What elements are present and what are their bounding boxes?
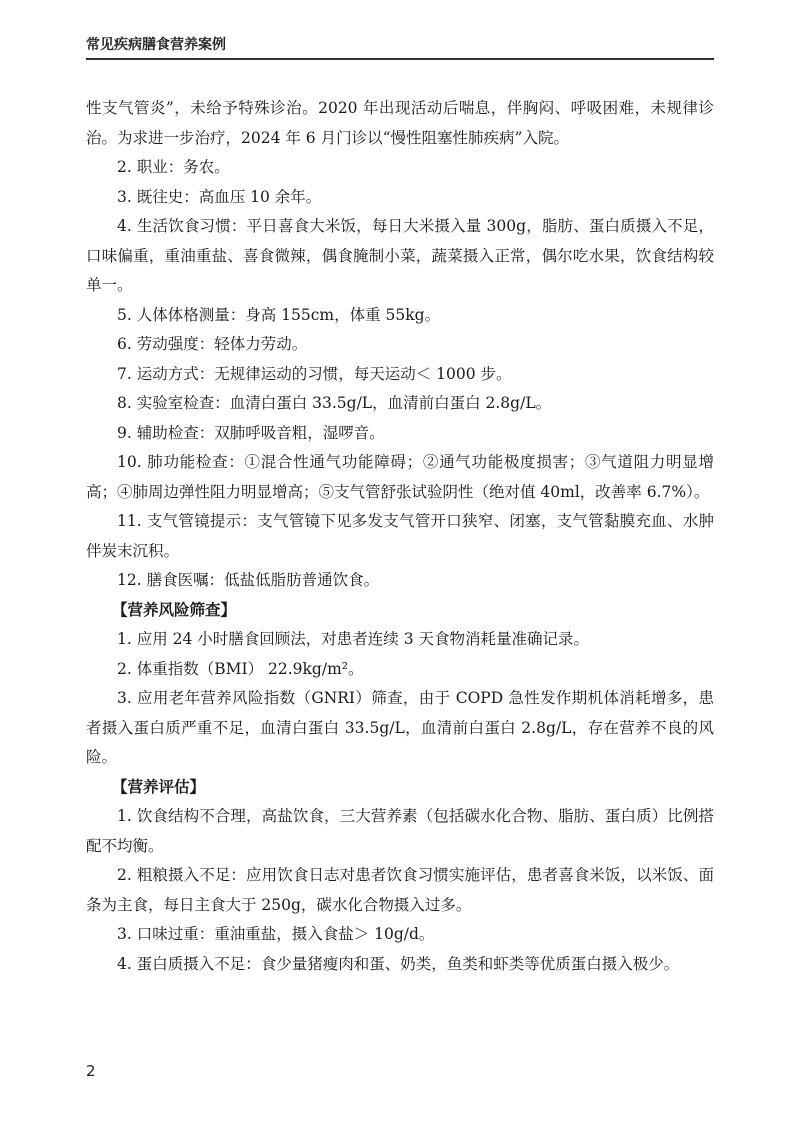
paragraph: 7. 运动方式：无规律运动的习惯，每天运动＜ 1000 步。 — [117, 364, 512, 383]
paragraph: 8. 实验室检查：血清白蛋白 33.5g/L，血清前白蛋白 2.8g/L。 — [117, 394, 552, 412]
paragraph: 10. 肺功能检查：①混合性通气功能障碍；②通气功能极度损害；③气道阻力明显增高；④肺周边弹性阻力明显增高；⑤支气管舒张试验阴性（绝对值 40ml，改善率 6.7%）。 — [86, 453, 714, 501]
page-body — [86, 94, 714, 979]
header-divider — [86, 58, 714, 60]
paragraph: 1. 应用 24 小时膳食回顾法，对患者连续 3 天食物消耗量准确记录。 — [117, 630, 590, 648]
paragraph: 1. 饮食结构不合理，高盐饮食，三大营养素（包括碳水化合物、脂肪、蛋白质）比例搭配不均衡。 — [86, 807, 714, 855]
paragraph: 性支气管炎”，未给予特殊诊治。2020 年出现活动后喘息，伴胸闷、呼吸困难，未规律诊治。为求进一步治疗，2024 年 6 月门诊以“慢性阻塞性肺疾病”入院。 — [86, 99, 714, 147]
paragraph: 2. 职业：务农。 — [117, 158, 230, 176]
section-heading: 【营养评估】 — [112, 777, 206, 796]
paragraph: 3. 口味过重：重油重盐，摄入食盐＞ 10g/d。 — [117, 925, 435, 943]
paragraph: 11. 支气管镜提示：支气管镜下见多发支气管开口狭窄、闭塞，支气管黏膜充血、水肿伴炭末沉积。 — [86, 512, 714, 560]
section-heading: 【营养风险筛查】 — [112, 600, 237, 619]
running-header: 常见疾病膳食营养案例 — [86, 37, 226, 53]
paragraph: 3. 应用老年营养风险指数（GNRI）筛查，由于 COPD 急性发作期机体消耗增多，患者摄入蛋白质严重不足，血清白蛋白 33.5g/L，血清前白蛋白 2.8g/L，存在营养不良的风险。 — [86, 689, 714, 766]
paragraph: 5. 人体体格测量：身高 155cm，体重 55kg。 — [117, 305, 441, 324]
paragraph: 4. 蛋白质摄入不足：食少量猪瘦肉和蛋、奶类，鱼类和虾类等优质蛋白摄入极少。 — [117, 954, 680, 973]
paragraph: 12. 膳食医嘱：低盐低脂肪普通饮食。 — [117, 571, 380, 589]
paragraph: 4. 生活饮食习惯：平日喜食大米饭，每日大米摄入量 300g，脂肪、蛋白质摄入不足，口味偏重，重油重盐、喜食微辣，偶食腌制小菜，蔬菜摄入正常，偶尔吃水果，饮食结构较单一。 — [86, 217, 714, 294]
paragraph: 2. 粗粮摄入不足：应用饮食日志对患者饮食习惯实施评估，患者喜食米饭，以米饭、面条为主食，每日主食大于 250g，碳水化合物摄入过多。 — [86, 866, 714, 914]
paragraph: 2. 体重指数（BMI） 22.9kg/m²。 — [117, 659, 364, 678]
paragraph: 3. 既往史：高血压 10 余年。 — [117, 187, 322, 206]
paragraph: 6. 劳动强度：轻体力劳动。 — [117, 335, 308, 353]
paragraph: 9. 辅助检查：双肺呼吸音粗，湿啰音。 — [117, 423, 385, 442]
page-number: 2 — [86, 1062, 96, 1080]
